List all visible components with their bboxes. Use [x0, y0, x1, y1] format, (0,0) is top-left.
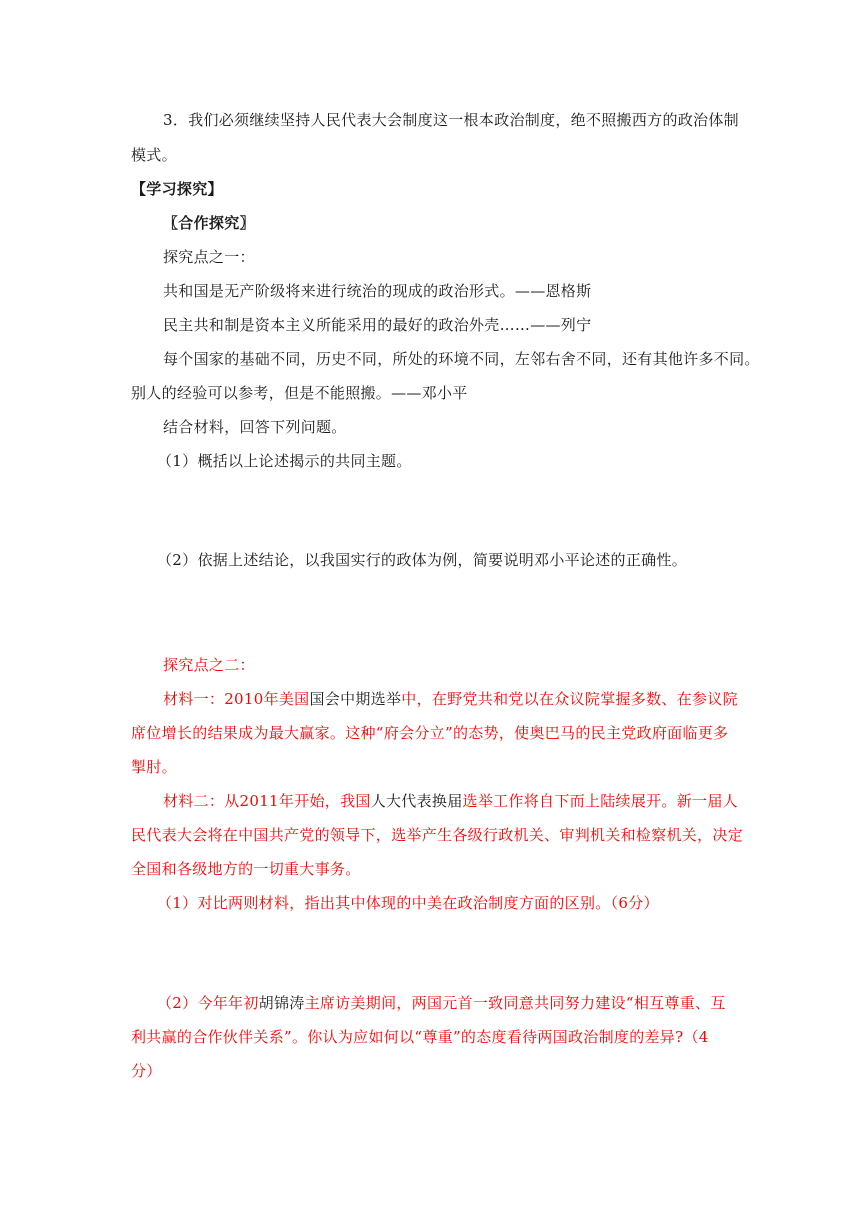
material-2-text-b: 人大代表换届: [370, 792, 463, 810]
material-1-label: 材料一：: [163, 690, 225, 708]
material-2-line-2: 民代表大会将在中国共产党的领导下，选举产生各级行政机关、审判机关和检察机关，决定: [131, 826, 744, 844]
material-2-label: 材料二：从: [163, 792, 240, 810]
instruction: 结合材料，回答下列问题。: [163, 418, 347, 436]
question-2-text-a: （2）今年年初: [157, 994, 259, 1012]
material-1-text-c: 中，在野党共和党以在众议院掌握多数、在参议院: [401, 690, 738, 708]
material-1-text-b: 国会中期选举: [309, 690, 402, 708]
material-2-text-a: 年开始，我国: [278, 792, 371, 810]
quote-deng-line-2: 别人的经验可以参考，但是不能照搬。——邓小平: [131, 384, 468, 402]
material-2-year: 2011: [239, 792, 279, 810]
question-2-text-c: 主席访美期间，两国元首一致同意共同努力建设“相互尊重、互: [304, 994, 726, 1012]
point-3-line-1: 3．我们必须继续坚持人民代表大会制度这一根本政治制度，绝不照搬西方的政治体制: [163, 111, 739, 129]
question-2-text-b: 胡锦涛: [258, 994, 305, 1012]
point-2-question-2-line-1: [157, 993, 726, 1013]
material-1-text-a: 年美国: [263, 690, 310, 708]
subsection-heading-cooperation: 〖合作探究〗: [163, 214, 255, 232]
material-1-line-2: 席位增长的结果成为最大赢家。这种“府会分立”的态势，使奥巴马的民主党政府面临更多: [131, 724, 729, 742]
point-2-question-1: （1）对比两则材料，指出其中体现的中美在政治制度方面的区别。（6分）: [157, 894, 659, 912]
inquiry-point-1-title: 探究点之一：: [163, 248, 255, 266]
inquiry-point-2-title: 探究点之二：: [163, 656, 255, 674]
point-3-line-2: 模式。: [131, 146, 177, 164]
material-1-line-3: 掣肘。: [131, 758, 177, 776]
quote-deng-line-1: 每个国家的基础不同，历史不同，所处的环境不同，左邻右舍不同，还有其他许多不同。: [163, 350, 760, 368]
point-2-question-2-line-2: 利共赢的合作伙伴关系”。你认为应如何以“尊重”的态度看待两国政治制度的差异?（4: [131, 1028, 709, 1046]
point-1-question-1: （1）概括以上论述揭示的共同主题。: [157, 452, 412, 470]
material-1-year: 2010: [224, 690, 264, 708]
quote-lenin: 民主共和制是资本主义所能采用的最好的政治外壳……——列宁: [163, 316, 592, 334]
point-1-question-2: （2）依据上述结论，以我国实行的政体为例，简要说明邓小平论述的正确性。: [157, 551, 688, 569]
section-heading-study: 【学习探究】: [131, 180, 223, 198]
material-2-line-3: 全国和各级地方的一切重大事务。: [131, 860, 361, 878]
material-2-line-1: [163, 791, 738, 811]
point-2-question-2-line-3: 分）: [131, 1062, 162, 1080]
quote-engels: 共和国是无产阶级将来进行统治的现成的政治形式。——恩格斯: [163, 282, 592, 300]
material-1-line-1: [163, 689, 738, 709]
material-2-text-c: 选举工作将自下而上陆续展开。新一届人: [462, 792, 738, 810]
